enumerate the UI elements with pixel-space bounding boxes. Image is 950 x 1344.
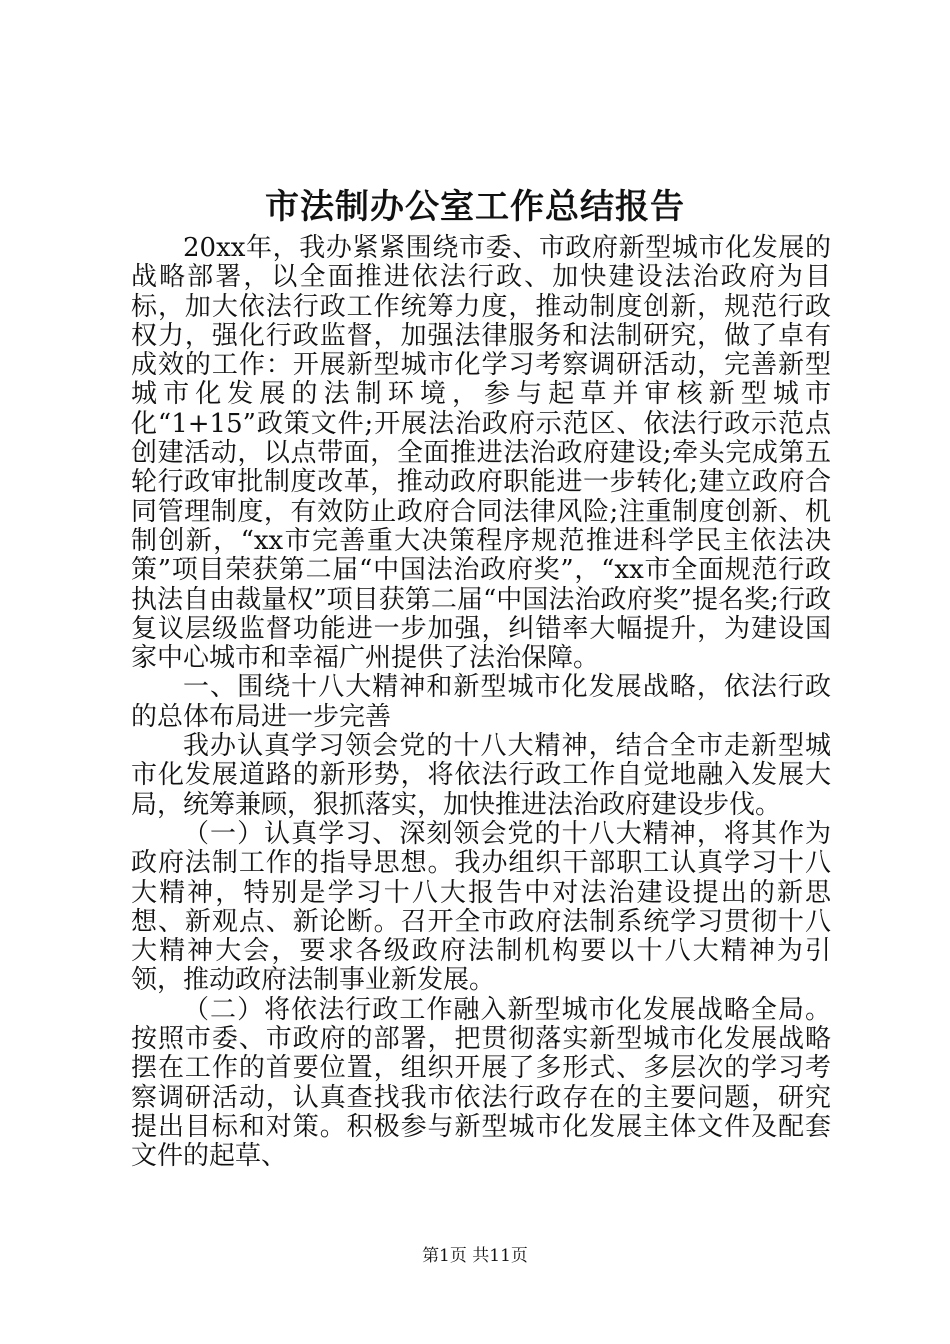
body-paragraph: （一）认真学习、深刻领会党的十八大精神，将其作为政府法制工作的指导思想。我办组织干部职工认真学习十八大精神，特别是学习十八大报告中对法治建设提出的新思想、新观点、新论断。召开全市政府法制系统学习贯彻十八大精神大会，要求各级政府法制机构要以十八大精神为引领，推动政府法制事业新发展。 [131,818,831,996]
body-paragraph: 20xx年，我办紧紧围绕市委、市政府新型城市化发展的战略部署，以全面推进依法行政、加快建设法治政府为目标，加大依法行政工作统筹力度，推动制度创新，规范行政权力，强化行政监督，加强法律服务和法制研究，做了卓有成效的工作：开展新型城市化学习考察调研活动，完善新型城市化发展的法制环境，参与起草并审核新型城市化“1+15”政策文件;开展法治政府示范区、依法行政示范点创建活动，以点带面，全面推进法治政府建设;牵头完成第五轮行政审批制度改革，推动政府职能进一步转化;建立政府合同管理制度，有效防止政府合同法律风险;注重制度创新、机制创新，“xx市完善重大决策程序规范推进科学民主依法决策”项目荣获第二届“中国法治政府奖”，“xx市全面规范行政执法自由裁量权”项目获第二届“中国法治政府奖”提名奖;行政复议层级监督功能进一步加强，纠错率大幅提升，为建设国家中心城市和幸福广州提供了法治保障。 [131,233,831,674]
section-heading: 一、围绕十八大精神和新型城市化发展战略，依法行政的总体布局进一步完善 [131,672,831,732]
body-paragraph: 我办认真学习领会党的十八大精神，结合全市走新型城市化发展道路的新形势，将依法行政工作自觉地融入发展大局，统筹兼顾，狠抓落实，加快推进法治政府建设步伐。 [131,731,831,820]
document-body [131,234,831,1172]
document-title: 市法制办公室工作总结报告 [265,187,685,227]
body-paragraph: （二）将依法行政工作融入新型城市化发展战略全局。按照市委、市政府的部署，把贯彻落实新型城市化发展战略摆在工作的首要位置，组织开展了多形式、多层次的学习考察调研活动，认真查找我市依法行政存在的主要问题，研究提出目标和对策。积极参与新型城市化发展主体文件及配套文件的起草、 [131,994,831,1172]
page-number-footer: 第1页 共11页 [422,1246,528,1266]
